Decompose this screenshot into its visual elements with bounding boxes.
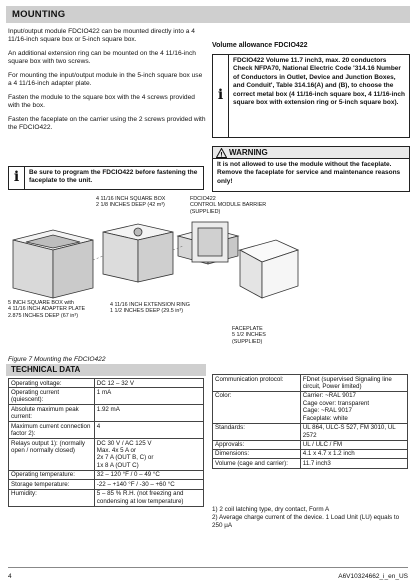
tech-value: DC 12 – 32 V	[94, 379, 203, 388]
footnote-2: 2) Average charge current of the device. 1 Load Unit (LU) equals to 250 µA	[212, 513, 400, 529]
tech-row	[213, 391, 408, 423]
tech-row	[9, 388, 204, 405]
tech-value: 11.7 inch3	[300, 459, 407, 468]
label-extension-ring: 4 11/16 INCH EXTENSION RING 1 1/2 INCHES DEEP (29.5 in³)	[110, 302, 190, 315]
tech-label: Approvals:	[213, 440, 301, 449]
document-id: A6V10324662_i_en_US	[338, 573, 408, 580]
tech-row	[9, 480, 204, 489]
tech-label: Absolute maximum peak current:	[9, 405, 95, 422]
warning-text: It is not allowed to use the module without the faceplate. Remove the faceplate for service and maintenance reasons only!	[217, 161, 401, 185]
tech-label: Operating voltage:	[9, 379, 95, 388]
figure-caption: Figure 7 Mounting the FDCIO422	[8, 356, 106, 363]
tech-value: DC 30 V / AC 125 V Max. 4x 5 A or 2x 7 A (OUT B, C) or 1x 8 A (OUT C)	[94, 439, 203, 471]
intro-paragraph-5: Fasten the faceplate on the carrier using the 2 screws provided with the FDCIO422.	[8, 115, 206, 131]
tech-label: Storage temperature:	[9, 480, 95, 489]
tech-label: Volume (cage and carrier):	[213, 459, 301, 468]
label-faceplate: FACEPLATE 5 1/2 INCHES (SUPPLIED)	[232, 326, 266, 345]
warning-box	[212, 146, 410, 192]
volume-title: Volume allowance FDCIO422	[212, 42, 308, 49]
knockout	[134, 228, 142, 236]
section-title: MOUNTING	[6, 6, 410, 23]
tech-row	[213, 449, 408, 458]
tech-label: Maximum current connection factor 2):	[9, 422, 95, 439]
tech-label: Operating current (quiescent):	[9, 388, 95, 405]
tech-value: 4.1 x 4.7 x 1.2 inch	[300, 449, 407, 458]
tech-label: Humidity:	[9, 489, 95, 506]
tech-row	[9, 379, 204, 388]
tech-label: Relays output 1): (normally open / normally closed)	[9, 439, 95, 471]
label-5inch-box: 5 INCH SQUARE BOX with 4 11/16 INCH ADAPTER PLATE 2.875 INCHES DEEP (67 in³)	[8, 300, 86, 319]
tech-value: 32 – 120 °F / 0 – 49 °C	[94, 470, 203, 479]
squarebox-left	[103, 232, 138, 282]
warning-header	[213, 147, 409, 159]
intro-paragraph-3: For mounting the input/output module in the 5-inch square box use a 4 11/16-inch adapter plate.	[8, 71, 203, 88]
tech-label: Communication protocol:	[213, 375, 301, 392]
tech-row	[213, 423, 408, 440]
page-number: 4	[8, 573, 12, 580]
tech-value: -22 – +140 °F / -30 – +60 °C	[94, 480, 203, 489]
tech-value: UL 864, ULC-S 527, FM 3010, UL 2572	[300, 423, 407, 440]
tech-row	[213, 440, 408, 449]
tech-value: UL / ULC / FM	[300, 440, 407, 449]
tech-value: FDnet (supervised Signaling line circuit, Power limited)	[300, 375, 407, 392]
tech-value: 5 – 85 % R.H. (not freezing and condensing at low temperature)	[94, 489, 203, 506]
footer-divider	[8, 567, 408, 568]
tech-label: Dimensions:	[213, 449, 301, 458]
footnote-1: 1) 2 coil latching type, dry contact, Form A	[212, 506, 330, 513]
warning-label: WARNING	[229, 147, 268, 157]
volume-note-text: FDCIO422 Volume 11.7 inch3, max. 20 conductors Check NFPA70, National Electric Code '314.16 Number of Conductors in Outlet, Device and Junction Boxes, and Conduit', Table 314.16(A) and (B), to choose the correct metal box (4 11/16-inch square box, 4 11/16-inch square box with extension ring or 5-inch square box).	[233, 57, 405, 107]
tech-row	[9, 422, 204, 439]
tech-table-left	[8, 378, 204, 507]
tech-label: Color:	[213, 391, 301, 423]
tech-value: Carrier: ~RAL 9017 Cage cover: transparent Cage: ~RAL 9017 Faceplate: white	[300, 391, 407, 423]
tech-value: 4	[94, 422, 203, 439]
label-control-module: FDCIO422 CONTROL MODULE BARRIER (SUPPLIED)	[190, 196, 267, 215]
info-icon: i	[213, 55, 229, 137]
tech-label: Operating temperature:	[9, 470, 95, 479]
footnotes	[212, 506, 408, 530]
tech-value: 1.92 mA	[94, 405, 203, 422]
tech-row	[213, 375, 408, 392]
intro-paragraph-2: An additional extension ring can be mounted on the 4 11/16-inch square box with two screws.	[8, 49, 196, 66]
box5-side-right	[53, 240, 93, 298]
squarebox-right	[138, 232, 173, 282]
intro-paragraph-1: Input/output module FDCIO422 can be mounted directly into a 4 11/16-inch square box or 5-inch square box.	[8, 28, 195, 44]
intro-text	[8, 28, 206, 137]
label-square-box: 4 11/16 INCH SQUARE BOX 2 1/8 INCHES DEEP (42 m³)	[96, 196, 166, 209]
tech-row	[213, 459, 408, 468]
svg-text:!: !	[219, 151, 223, 158]
tech-title: TECHNICAL DATA	[6, 364, 206, 376]
tech-value: 1 mA	[94, 388, 203, 405]
mounting-figure	[8, 220, 308, 302]
tech-label: Standards:	[213, 423, 301, 440]
tech-table-right	[212, 374, 408, 469]
intro-paragraph-4: Fasten the module to the square box with the 4 screws provided with the box.	[8, 93, 195, 110]
warning-icon	[213, 148, 229, 158]
program-note	[8, 166, 204, 190]
tech-row	[9, 439, 204, 471]
carrier-board	[198, 228, 222, 256]
volume-note	[212, 54, 410, 138]
tech-row	[9, 470, 204, 479]
tech-row	[9, 405, 204, 422]
box5-side-left	[13, 240, 53, 298]
tech-row	[9, 489, 204, 506]
info-icon: i	[9, 167, 25, 189]
program-note-text: Be sure to program the FDCIO422 before fastening the faceplate to the unit.	[29, 169, 198, 185]
